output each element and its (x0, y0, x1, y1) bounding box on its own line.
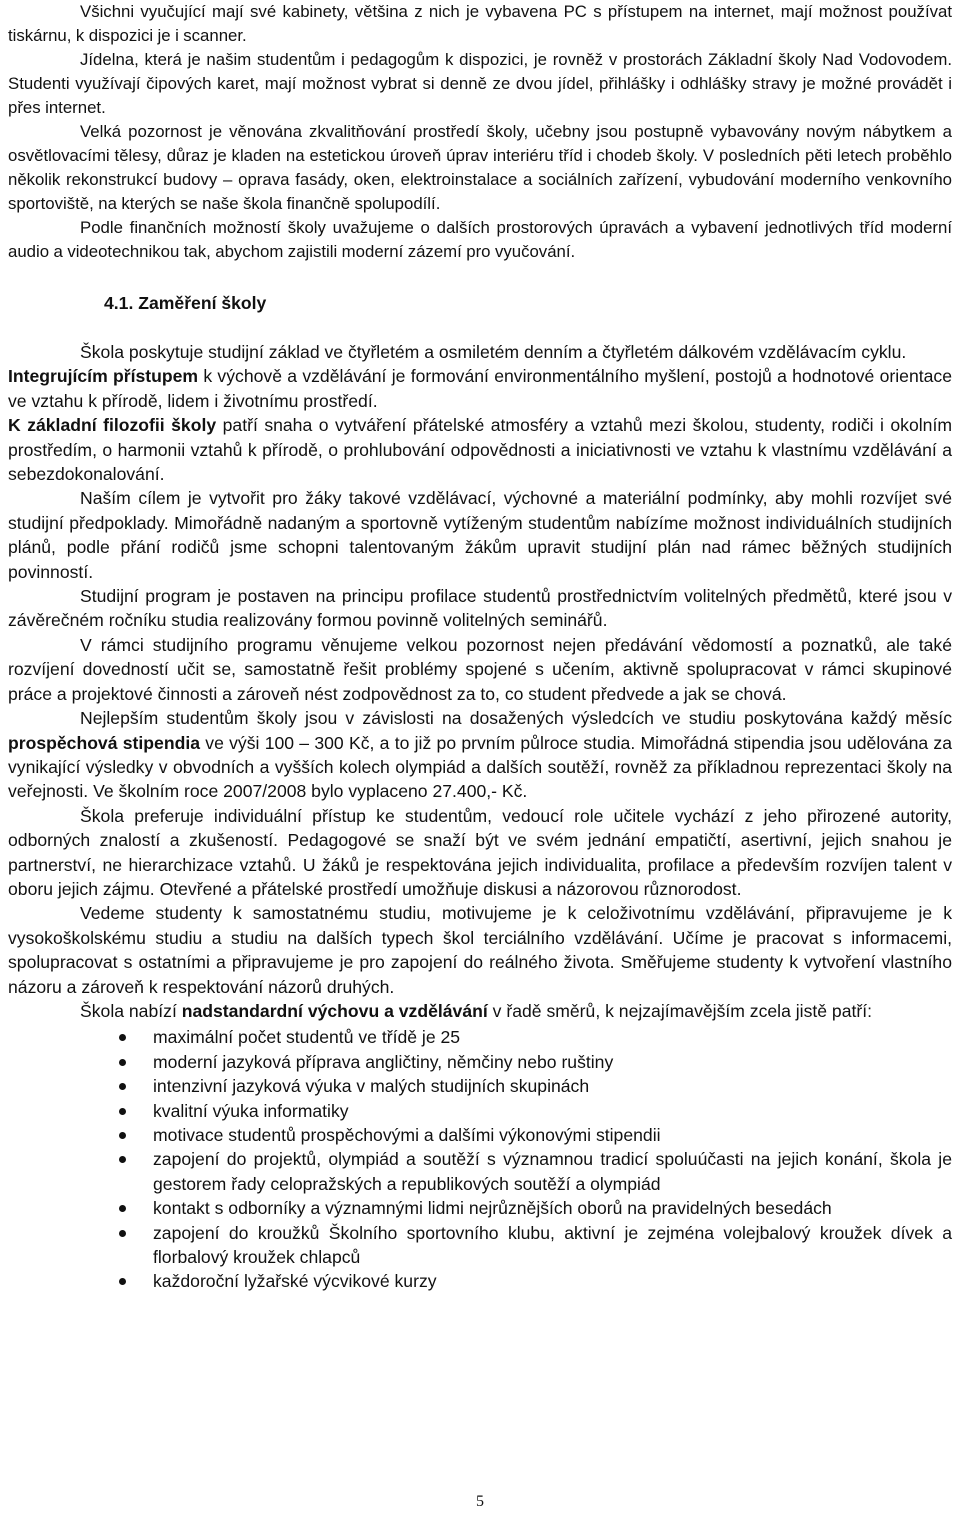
list-item: moderní jazyková příprava angličtiny, němčiny nebo ruštiny (8, 1050, 952, 1074)
document-page (8, 0, 952, 1294)
bullet-icon (119, 1205, 126, 1212)
focus-section (8, 340, 952, 1294)
list-item: zapojení do projektů, olympiád a soutěží s významnou tradicí spoluúčasti na jejich konání, škola je gestorem řady celopražských a republikových soutěží a olympiád (8, 1147, 952, 1196)
bullet-icon (119, 1132, 126, 1139)
paragraph-scholarships: Nejlepším studentům školy jsou v závislosti na dosažených výsledcích ve studiu poskytována každý měsíc prospěchová stipendia ve výši 100 – 300 Kč, a to již po prvním půlroce studia. Mimořádná stipendia jsou udělována za vynikající výsledky v obvodních a vyšších kolech olympiád a dalších soutěží, rovněž za příkladnou reprezentaci školy na veřejnosti. Ve školním roce 2007/2008 bylo vyplaceno 27.400,- Kč. (8, 708, 953, 802)
paragraph-study-base: Škola poskytuje studijní základ ve čtyřletém a osmiletém denním a čtyřletém dálkovém vzdělávacím cyklu. (80, 342, 907, 362)
paragraph-independent-study: Vedeme studenty k samostatnému studiu, motivujeme je k celoživotnímu vzdělávání, připravujeme je k vysokoškolskému studiu a studiu na dalších typech škol terciálního vzdělávání. Učíme je pracovat s informacemi, spolupracovat s ostatními a připravujeme je pro zapojení do reálného života. Směřujeme studenty k vytvoření vlastního názoru a zároveň k respektování názorů druhých. (8, 903, 952, 997)
list-item: každoroční lyžařské výcvikové kurzy (8, 1269, 952, 1293)
bullet-icon (119, 1278, 126, 1285)
benefits-list (8, 1025, 952, 1293)
bullet-icon (119, 1083, 126, 1090)
list-item: maximální počet studentů ve třídě je 25 (8, 1025, 952, 1049)
bullet-icon (119, 1108, 126, 1115)
paragraph-study-program: Studijní program je postaven na principu profilace studentů prostřednictvím volitelných předmětů, které jsou v závěrečném ročníku studia realizovány formou povinně volitelných seminářů. (8, 586, 952, 631)
paragraph-future-plans: Podle finančních možností školy uvažujeme o dalších prostorových úpravách a vybavení jednotlivých tříd moderní audio a videotechnikou tak, abychom zajistili moderní zázemí pro vyučování. (8, 218, 952, 261)
list-item: kontakt s odborníky a významnými lidmi nejrůznějších oborů na pravidelných besedách (8, 1196, 952, 1220)
bullet-icon (119, 1034, 126, 1041)
bold-basic-philosophy: K základní filozofii školy (8, 415, 217, 436)
bullet-icon (119, 1156, 126, 1163)
bullet-icon (119, 1059, 126, 1066)
paragraph-skills: V rámci studijního programu věnujeme velkou pozornost nejen předávání vědomostí a poznatků, ale také rozvíjení dovedností učit se, samostatně řešit problémy spojené s učením, aktivně spolupracovat v rámci skupinové práce a projektové činnosti a zároveň nést zodpovědnost za to, co student předvede a jak se chová. (8, 634, 952, 704)
paragraph-our-goal: Naším cílem je vytvořit pro žáky takové vzdělávací, výchovné a materiální podmínky, aby mohli rozvíjet své studijní předpoklady. Mimořádně nadaným a sportovně vytíženým studentům nabízíme možnost individuálních studijních plánů, podle přání rodičů jsme schopni talentovaným žákům upravit studijní plán nad rámec běžných studijních povinností. (8, 488, 952, 582)
paragraph-above-standard: Škola nabízí nadstandardní výchovu a vzdělávání v řadě směrů, k nejzajímavějším zcela jistě patří: (80, 1000, 873, 1021)
list-item: kvalitní výuka informatiky (8, 1099, 952, 1123)
list-item: motivace studentů prospěchovými a dalšími výkonovými stipendii (8, 1123, 952, 1147)
list-item: zapojení do kroužků Školního sportovního klubu, aktivní je zejména volejbalový kroužek dívek a florbalový kroužek chlapců (8, 1221, 952, 1270)
bold-scholarships: prospěchová stipendia (8, 732, 201, 753)
paragraph-environment: Velká pozornost je věnována zkvalitňování prostředí školy, učebny jsou postupně vybavovány novým nábytkem a osvětlovacími tělesy, důraz je kladen na estetickou úroveň úprav interiéru tříd i chodeb školy. V posledních pěti letech proběhlo několik rekonstrukcí budovy – oprava fasády, oken, elektroinstalace a sociálních zařízení, vybudování moderního venkovního sportoviště, na kterých se naše škola finančně spolupodílí. (8, 122, 952, 213)
list-item: intenzivní jazyková výuka v malých studijních skupinách (8, 1074, 952, 1098)
paragraph-individual-approach: Škola preferuje individuální přístup ke studentům, vedoucí role učitele vychází z jeho přirozené autority, odborných znalostí a zkušeností. Pedagogové se snaží být ve svém jednání empatičtí, asertivní, jejich snahou je partnerství, ne hierarchizace vztahů. U žáků je respektována jejich individualita, profilace a především rozvíjen talent v oboru jejich zájmu. Otevřené a přátelské prostředí umožňuje diskusi a názorovou různorodost. (8, 805, 952, 899)
bold-integrating-approach: Integrujícím přístupem (8, 366, 199, 387)
page-number: 5 (476, 1493, 484, 1510)
paragraph-integrating-approach: Integrujícím přístupem k výchově a vzdělávání je formování environmentálního myšlení, postojů a hodnotové orientace ve vztahu k přírodě, lidem i životnímu prostředí. (8, 366, 952, 411)
paragraph-basic-philosophy: K základní filozofii školy patří snaha o vytváření přátelské atmosféry a vztahů mezi školou, studenty, rodiči i okolním prostředím, o harmonii vztahů k přírodě, o prohlubování odpovědnosti a iniciativnosti ve vztahu k vlastnímu vzdělávání a sebezdokonalování. (8, 415, 953, 485)
bullet-icon (119, 1230, 126, 1237)
paragraph-canteen: Jídelna, která je našim studentům i pedagogům k dispozici, je rovněž v prostorách Základní školy Nad Vodovodem. Studenti využívají čipových karet, mají možnost vybrat si denně ze dvou jídel, přihlášky i odhlášky stravy je možné provádět i přes internet. (8, 50, 952, 117)
intro-section (8, 0, 952, 264)
section-heading: 4.1. Zaměření školy (104, 293, 267, 313)
bold-above-standard: nadstandardní výchovu a vzdělávání (181, 1000, 488, 1021)
paragraph-offices: Všichni vyučující mají své kabinety, většina z nich je vybavena PC s přístupem na internet, mají možnost používat tiskárnu, k dispozici je i scanner. (8, 2, 952, 45)
